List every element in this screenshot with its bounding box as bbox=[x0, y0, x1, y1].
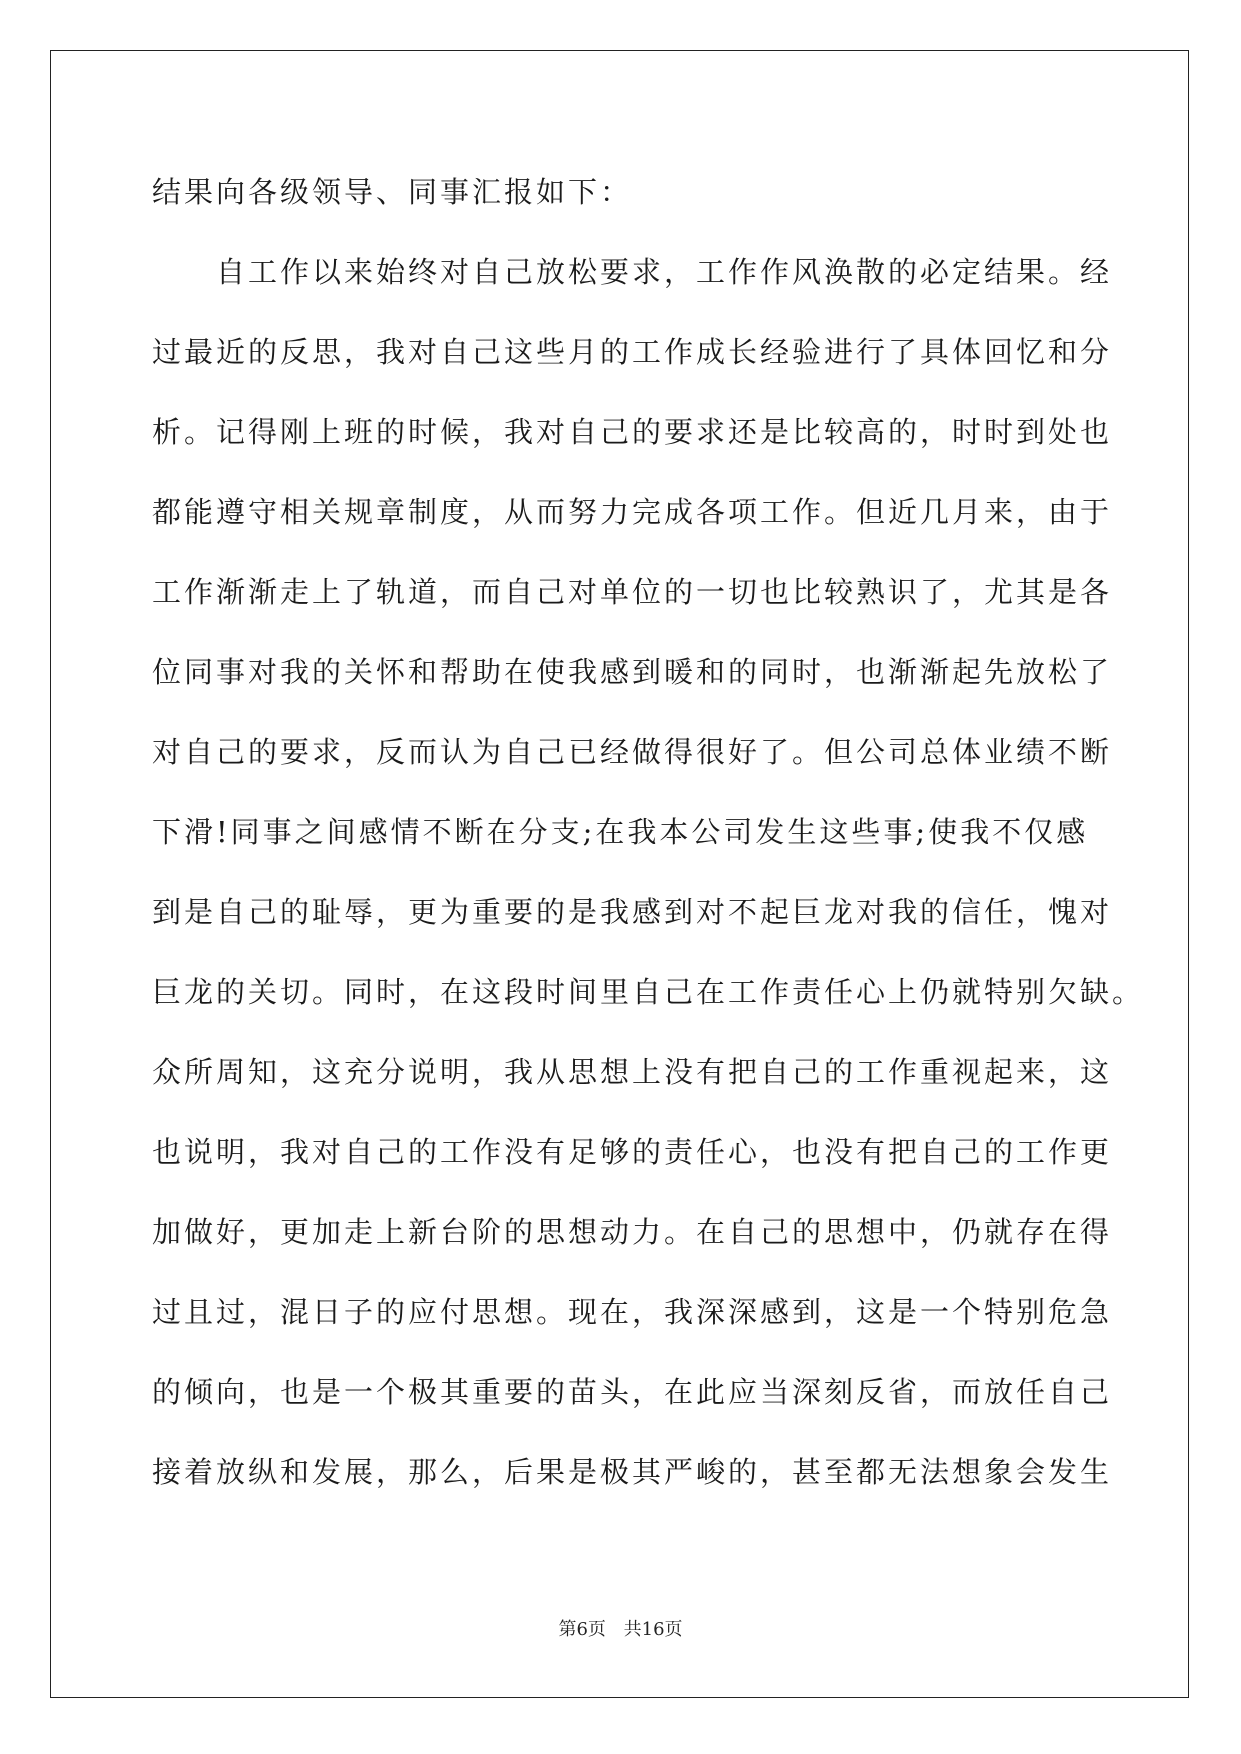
text-line: 过最近的反思，我对自己这些月的工作成长经验进行了具体回忆和分 bbox=[152, 335, 1113, 369]
page-total: 共16页 bbox=[623, 1619, 683, 1640]
text-line: 到是自己的耻辱，更为重要的是我感到对不起巨龙对我的信任，愧对 bbox=[152, 895, 1113, 929]
text-line: 都能遵守相关规章制度，从而努力完成各项工作。但近几月来，由于 bbox=[152, 495, 1113, 529]
page-footer bbox=[0, 1618, 1241, 1642]
text-line: 巨龙的关切。同时，在这段时间里自己在工作责任心上仍就特别欠缺。 bbox=[152, 975, 1145, 1009]
text-line: 接着放纵和发展，那么，后果是极其严峻的，甚至都无法想象会发生 bbox=[152, 1455, 1113, 1489]
text-line: 工作渐渐走上了轨道，而自己对单位的一切也比较熟识了，尤其是各 bbox=[152, 575, 1113, 609]
text-line: 过且过，混日子的应付思想。现在，我深深感到，这是一个特别危急 bbox=[152, 1295, 1113, 1329]
text-line: 自工作以来始终对自己放松要求，工作作风涣散的必定结果。经 bbox=[152, 255, 1113, 289]
text-line: 众所周知，这充分说明，我从思想上没有把自己的工作重视起来，这 bbox=[152, 1055, 1113, 1089]
text-line: 的倾向，也是一个极其重要的苗头，在此应当深刻反省，而放任自己 bbox=[152, 1375, 1113, 1409]
text-line: 析。记得刚上班的时候，我对自己的要求还是比较高的，时时到处也 bbox=[152, 415, 1113, 449]
text-line: 结果向各级领导、同事汇报如下： bbox=[152, 175, 633, 209]
text-line: 加做好，更加走上新台阶的思想动力。在自己的思想中，仍就存在得 bbox=[152, 1215, 1113, 1249]
text-line: 对自己的要求，反而认为自己已经做得很好了。但公司总体业绩不断 bbox=[152, 735, 1113, 769]
page-border bbox=[50, 50, 1189, 1698]
text-line: 下滑!同事之间感情不断在分支;在我本公司发生这些事;使我不仅感 bbox=[152, 815, 1089, 849]
text-line: 也说明，我对自己的工作没有足够的责任心，也没有把自己的工作更 bbox=[152, 1135, 1113, 1169]
page-number: 第6页 bbox=[558, 1619, 606, 1640]
text-line: 位同事对我的关怀和帮助在使我感到暖和的同时，也渐渐起先放松了 bbox=[152, 655, 1113, 689]
